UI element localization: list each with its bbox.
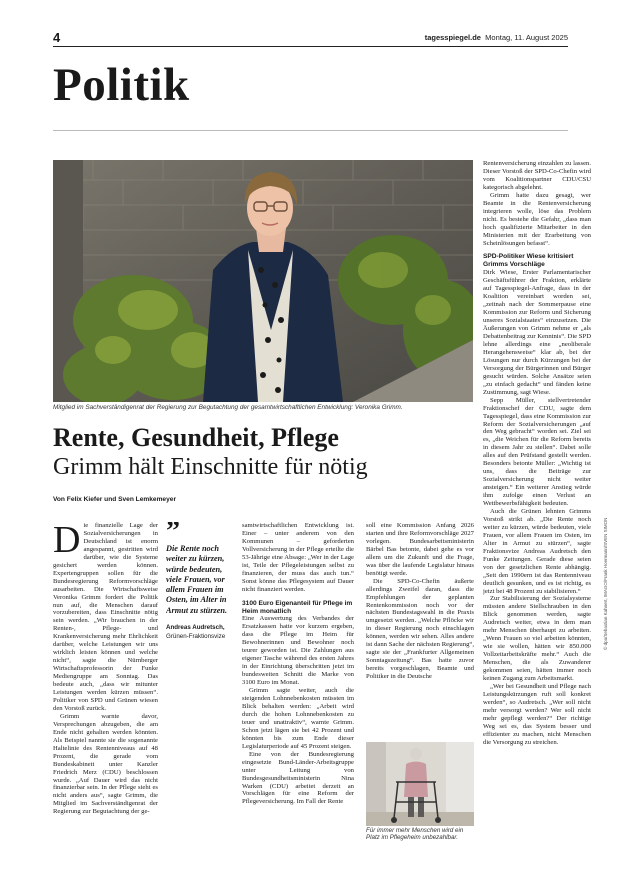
intertitle: SPD-Politiker Wiese kritisiert Grimms Vorschläge <box>483 253 574 269</box>
quote-text: Die Rente noch weiter zu kürzen, würde bedeuten, viele Frauen, vor allem Frauen im Osten, im Alter in Armut zu stürzen. <box>166 544 228 615</box>
issue-date: Montag, 11. August 2025 <box>485 33 568 42</box>
paragraph: Grimm sagte weiter, auch die steigenden Lohnnebenkosten müssten im Blick behalten werden: „Arbeit wird durch die hohen Lohnnebenkosten zu teuer und unattraktiv“, warnte Grimm. Schon jetzt lägen sie bei 42 Prozent und könnten bis zum Ende dieser Legislaturperiode auf 45 Prozent steigen. <box>242 687 354 750</box>
intertitle: 3100 Euro Eigenanteil für Pflege im Heim monatlich <box>242 599 353 615</box>
section-rule <box>53 130 568 131</box>
byline: Von Felix Kiefer und Sven Lemkemeyer <box>53 496 177 503</box>
paragraph: Grimm warnte davor, Versprechungen abzugeben, die am Ende nicht gehalten werden könnten. Als Beispiel nannte sie die sogenannte Haltelinie des Rentenniveaus auf 48 Prozent, die gerade vom Bundeskabinett unter Kanzler Friedrich Merz (CDU) beschlossen wurde. „Auf Dauer wird das nicht finanzierbar sein. In der Pflege sieht es nicht anders aus“, sagte Grimm, die Mitglied im Sachverständigenrat der Regierung zur Begutachtung der ge- <box>53 712 158 816</box>
paragraph: „Wer bei Gesundheit und Pflege nach Leistungskürzungen ruft soll konkret werden“, so Audretsch. „Wer soll nicht mehr versorgt werden? Wer soll nicht mehr gepflegt werden?“ Der richtige Weg sei es, das System besser und effizienter zu machen, nicht Menschen die Versorgung zu streichen. <box>483 682 591 746</box>
care-home-photo <box>366 742 474 826</box>
paragraph: Zur Stabilisierung der Sozialsysteme müssten andere Stellschrauben in den Blick genommen werden, sagte Audretsch weiter, etwa in dem man mehr Menschen überhaupt zu arbeiten. „Wenn Frauen so viel arbeiten könnten, wie sie wollen, hätten wir 850.000 Vollzeitarbeitskräfte mehr.“ Auch die Menschen, die als Zuwanderer gekommen seien, hätten immer noch keinen Zugang zum Arbeitsmarkt. <box>483 595 591 682</box>
headline: Rente, Gesundheit, Pflege <box>53 423 339 452</box>
drop-cap: D <box>53 522 81 561</box>
publication-name: tagesspiegel.de <box>424 33 481 42</box>
subheadline: Grimm hält Einschnitte für nötig <box>53 454 368 480</box>
paragraph: samtwirtschaftlichen Entwicklung ist. Einer – unter anderem von den Kommunen – geforderten Vollversicherung in der Pflege erteilte die 53-Jährige eine Absage: „Wer in der Lage ist, Teile der Pflegeleistungen selbst zu finanzieren, der muss das auch tun.“ Sonst könne das Pflegesystem auf Dauer nicht finanziert werden. <box>242 522 354 593</box>
article-column-1 <box>53 522 158 857</box>
quote-role: Grünen-Fraktionsvize <box>166 633 226 641</box>
paragraph: Sepp Müller, stellvertretender Fraktionschef der CDU, sagte dem Tagesspiegel, dass eine Kommission zur Reform der Sozialversicherungen „auf den Weg gebracht“ worden sei. Ziel sei es, „die Weichen für die Reform bereits in diesem Jahr zu stellen“. Dabei solle alles auf den Prüfstand gestellt werden. Besonders betonte Müller: „Wichtig ist uns, dass die Beiträge zur Sozialversicherung nicht weiter ansteigen.“ Ein weiterer Anstieg würde ihm zufolge einen Verlust an Wettbewerbsfähigkeit bedeuten. <box>483 396 591 508</box>
pull-quote <box>166 522 234 722</box>
portrait-photo <box>53 160 473 402</box>
article-column-right <box>483 160 591 860</box>
paragraph: Eine Auswertung des Verbandes der Ersatzkassen hatte vor kurzem ergeben, dass die Pflege im Heim für Bewohnerinnen und Bewohner noch teurer geworden ist. Die Zahlungen aus eigener Tasche während des ersten Jahres in der Einrichtung überschritten jetzt im bundesweiten Schnitt die Marke von 3100 Euro im Monat. <box>242 615 354 687</box>
article-column-3 <box>242 522 354 857</box>
photo-caption: Mitglied im Sachverständigenrat der Regierung zur Begutachtung der gesamtwirtschaftlichen Entwicklung: Veronika Grimm. <box>53 404 403 411</box>
header-rule <box>53 46 568 47</box>
photo-credit: © dpa/Sebastian Kahnert, IMAGO/Frank Hoermann/SVEN SIMON <box>603 517 608 650</box>
paragraph: Dirk Wiese, Erster Parlamentarischer Geschäftsführer der Fraktion, erklärte auf Tagesspiegel-Anfrage, dass in der Koalition vereinbart worden sei, „zeitnah nach der Sommerpause eine Kommission zur Reform und Sicherung unseres Sozialstaates“ einzusetzen. Die Äußerungen von Grimm nehme er „als Debattenbeitrag zur Kenntnis“. Die SPD lehne allerdings eine „neoliberale Herangehensweise“ klar ab, bei der Lösungen nur durch Kürzungen bei der Versorgung der Bürgerinnen und Bürger gesucht würden. Solche Ansätze seien „zu einfach gedacht“ und fänden keine Zustimmung, sagt Wiese. <box>483 269 591 396</box>
walker-illustration <box>366 742 474 826</box>
paragraph: Die SPD-Co-Chefin äußerte allerdings Zweifel daran, dass die Empfehlungen der geplanten Rentenkommission noch vor der nächsten Bundestagswahl in die Praxis umgesetzt werden. „Welche Pflöcke wir in dieser Regierung noch einschlagen können, werden wir sehen. Alles andere ist dann Sache der nächsten Regierung“, sagte sie der „Frankfurter Allgemeinen Sonntagszeitung“. Bas hatte zuvor bereits vorgeschlagen, Beamte und Politiker in die Deutsche <box>366 577 474 681</box>
photo2-caption: Für immer mehr Menschen wird ein Platz im Pflegeheim unbezahlbar. <box>366 827 464 842</box>
paragraph: soll eine Kommission Anfang 2026 starten und ihre Reformvorschläge 2027 vorlegen. Bundesarbeitsministerin Bärbel Bas betonte, dabei gehe es vor allem um die Zukunft und die Frage, was über die laufende Legislatur hinaus benötigt werde. <box>366 522 474 577</box>
paragraph: Auch die Grünen lehnten Grimms Vorstoß strikt ab. „Die Rente noch weiter zu kürzen, würde bedeuten, viele Frauen, vor allem Frauen im Osten, im Alter in Armut zu stürzen“, sagte Fraktionsvize Andreas Audretsch den Funke Zeitungen. Gerade diese seien von der gesetzlichen Rente abhängig. „Seit den 1990ern ist das Rentenniveau deutlich gesunken, und es ist richtig, es jetzt bei 48 Prozent zu stabilisieren.“ <box>483 507 591 595</box>
portrait-illustration <box>53 160 473 402</box>
quote-author: Andreas Audretsch, <box>166 624 225 632</box>
paragraph: Rentenversicherung einzahlen zu lassen. Dieser Vorstoß der SPD-Co-Chefin wird vom Koalitionspartner CDU/CSU kategorisch abgelehnt. <box>483 160 591 191</box>
section-title: Politik <box>53 59 190 111</box>
paragraph: ie finanzielle Lage der Sozialversicherungen in Deutschland ist enorm angespannt, gestritten wird darüber, wie die Systeme gesichert werden können. Expertengruppen sollen für die Bundesregierung Reformvorschläge ausarbeiten. Die Wirtschaftsweise Veronika Grimm fordert die Politik nun auf, die Menschen darauf vorzubereiten, dass Einschnitte nötig sein werden. „Wir brauchen in der Renten-, Pflege- und Krankenversicherung mehr Ehrlichkeit darüber, welche Leistungen wir uns wirklich leisten können und welche nicht“, sagte die Nürnberger Wirtschaftsprofessorin der Funke Mediengruppe am Sonntag. Das bedeute auch, „dass wir mitunter Leistungen werden kürzen müssen“. Politiker von SPD und Grünen wiesen den Vorstoß zurück. <box>53 522 158 712</box>
article-column-4 <box>366 522 474 740</box>
paragraph: Eine von der Bundesregierung eingesetzte Bund-Länder-Arbeitsgruppe unter Leitung von Bundesgesundheitsministerin Nina Warken (CDU) arbeitet derzeit an Vorschlägen für eine Reform der Pflegeversicherung. Im Fall der Rente <box>242 750 354 806</box>
quote-mark-icon: ” <box>166 522 180 547</box>
paragraph: Grimm hatte dazu gesagt, wer Beamte in die Rentenversicherung integrieren wolle, löse das Problem nicht. Es bestehe die Gefahr, „dass man hoch qualifizierte Mitarbeiter in den Ministerien mit der Erarbeitung von Scheinlösungen befasst“. <box>483 191 591 247</box>
masthead <box>425 33 568 42</box>
page-number: 4 <box>53 30 61 45</box>
